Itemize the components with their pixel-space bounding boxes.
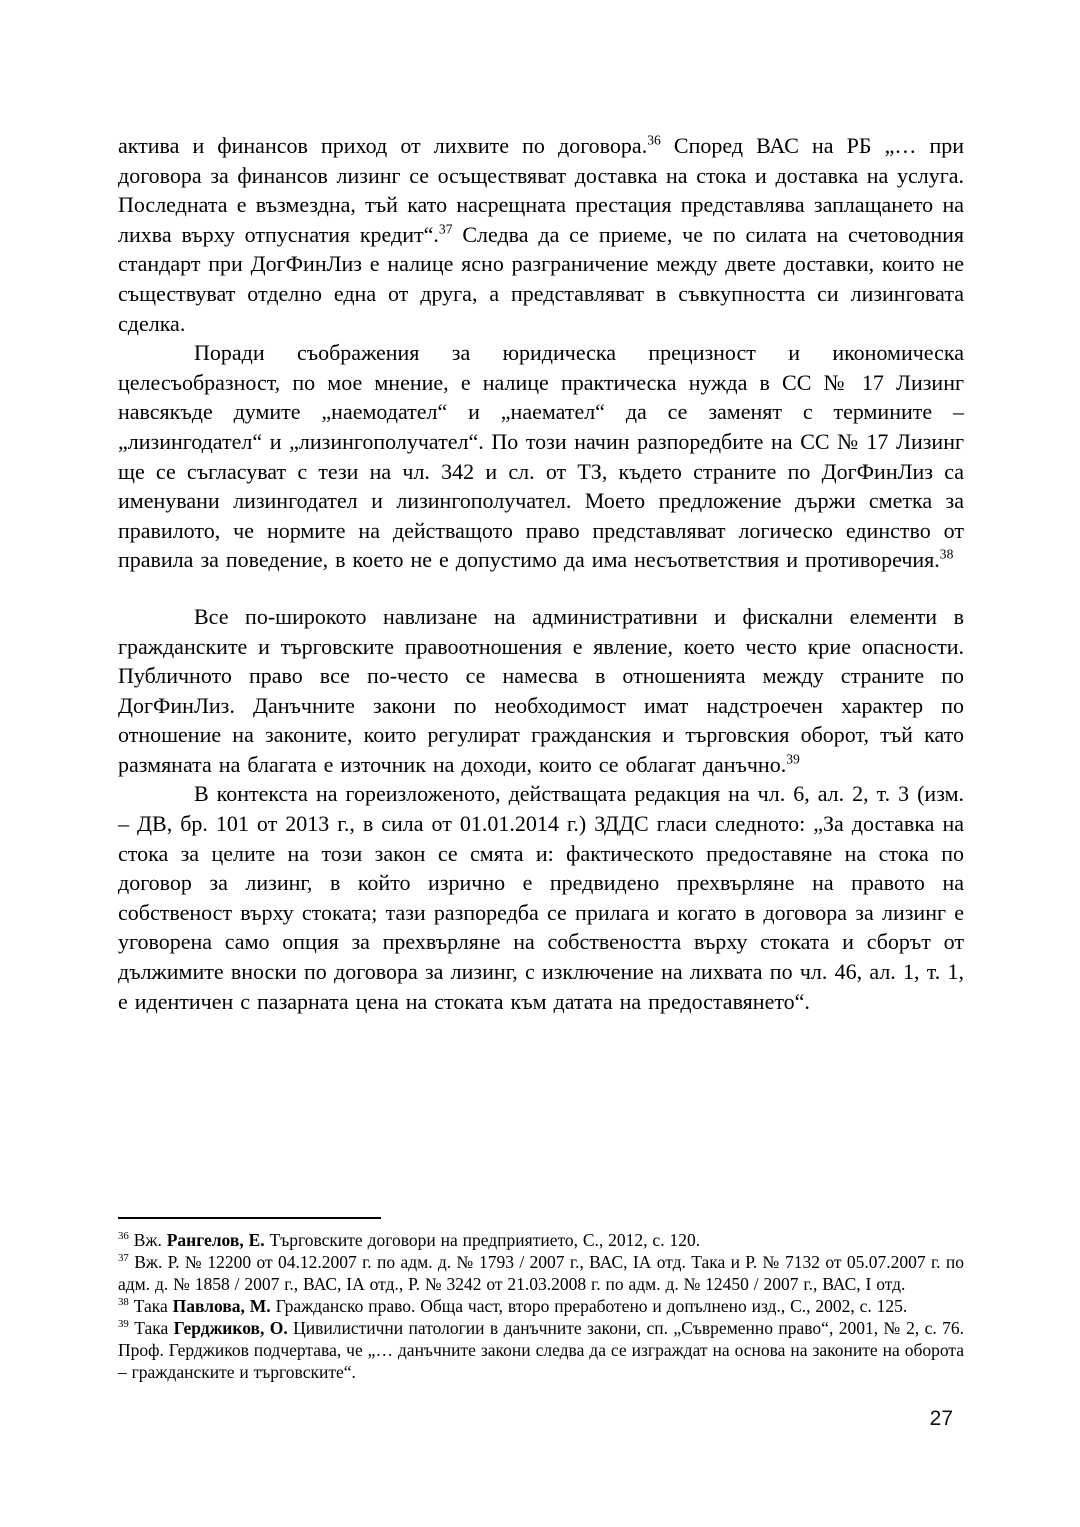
footnote-reference: 37 xyxy=(438,221,453,237)
text-run: Вж. xyxy=(133,1230,167,1250)
body-paragraph xyxy=(118,338,964,575)
text-run: Така xyxy=(133,1296,173,1316)
text-run: Търговските договори на предприятието, С., 2012, с. 120. xyxy=(264,1230,701,1250)
footnote-reference: 36 xyxy=(647,132,661,148)
footnote-number: 37 xyxy=(118,1252,129,1265)
text-run: актива и финансов приход от лихвите по договора. xyxy=(118,133,648,158)
text-run: Цивилистични патологии в данъчните закони, сп. „Съвременно право“, 2001, № 2, с. 76. Проф. Герджиков подчертава, че „… данъчните закони следва да се изграждат на основа на законите на оборота – гражданските и търговските“. xyxy=(118,1318,964,1382)
body-paragraph xyxy=(118,779,964,1016)
footnote-item xyxy=(118,1251,964,1295)
text-run: Така xyxy=(134,1318,174,1338)
text-run: Павлова, М. xyxy=(172,1296,271,1316)
text-run: Поради съображения за юридическа прецизност и икономическа целесъобразност, по мое мнение, е налице практическа нужда в СС № 17 Лизинг навсякъде думите „наемодател“ и „наемател“ да се заменят с термините – „лизингодател“ и „лизингополучател“. По този начин разпоредбите на СС № 17 Лизинг ще се съгласуват с тези на чл. 342 и сл. от ТЗ, където страните по ДогФинЛиз са именувани лизингодател и лизингополучател. Моето предложение държи сметка за правилото, че нормите на действащото право представляват логическо единство от правила за поведение, в което не е допустимо да има несъответствия и противоречия. xyxy=(118,340,964,573)
page-number: 27 xyxy=(929,1407,953,1430)
text-run: Следва да се приеме, че по силата на счетоводния стандарт при ДогФинЛиз е налице ясно разграничение между двете доставки, които не съществуват отделно една от друга, а представляват в съвкупността си лизинговата сделка. xyxy=(118,221,964,336)
text-run: Вж. Р. № 12200 от 04.12.2007 г. по адм. д. № 1793 / 2007 г., ВАС, IА отд. Така и Р. № 7132 от 05.07.2007 г. по адм. д. № 1858 / 2007 г., ВАС, IА отд., Р. № 3242 от 21.03.2008 г. по адм. д. № 12450 / 2007 г., ВАС, I отд. xyxy=(118,1252,965,1294)
text-run: Все по-широкото навлизане на административни и фискални елементи в гражданските и търговските правоотношения е явление, което често крие опасности. Публичното право все по-често се намесва в отношенията между страните по ДогФинЛиз. Данъчните закони по необходимост имат надстроечен характер по отношение на законите, които регулират гражданския и търговския оборот, тъй като размяната на благата е източник на доходи, които се облагат данъчно. xyxy=(118,603,964,777)
footnote-section xyxy=(118,1217,964,1383)
footnote-list xyxy=(118,1229,964,1383)
footnote-number: 38 xyxy=(118,1296,129,1309)
text-run: Рангелов, Е. xyxy=(166,1230,265,1250)
text-run: Според ВАС на РБ „… при договора за финансов лизинг се осъществяват доставка на стока и доставка на услуга. Последната е възмездна, тъй като насрещната престация представлява заплащането на лихва върху отпуснатия кредит“. xyxy=(118,133,964,247)
text-run: Гражданско право. Обща част, второ преработено и допълнено изд., С., 2002, с. 125. xyxy=(270,1296,908,1316)
body-paragraph xyxy=(118,131,964,338)
footnote-reference: 39 xyxy=(786,751,800,767)
footnote-item xyxy=(118,1317,964,1383)
footnote-number: 39 xyxy=(118,1318,129,1331)
footnote-number: 36 xyxy=(118,1230,129,1243)
footnote-item xyxy=(118,1229,964,1251)
footnote-reference: 38 xyxy=(939,546,954,562)
text-run: Герджиков, О. xyxy=(173,1318,288,1338)
footnote-separator xyxy=(118,1217,381,1219)
text-run: В контекста на гореизложеното, действащата редакция на чл. 6, ал. 2, т. 3 (изм. – ДВ, бр. 101 от 2013 г., в сила от 01.01.2014 г.) ЗДДС гласи следното: „За доставка на стока за целите на този закон се смята и: фактическото предоставяне на стока по договор за лизинг, в който изрично е предвидено прехвърляне на правото на собственост върху стоката; тази разпоредба се прилага и когато в договора за лизинг е уговорена само опция за прехвърляне на собствеността върху стоката и сборът от дължимите вноски по договора за лизинг, с изключение на лихвата по чл. 46, ал. 1, т. 1, е идентичен с пазарната цена на стоката към датата на предоставянето“. xyxy=(118,781,964,1014)
footnote-item xyxy=(118,1295,964,1317)
body-paragraph xyxy=(118,602,964,780)
body-text xyxy=(118,131,964,1016)
